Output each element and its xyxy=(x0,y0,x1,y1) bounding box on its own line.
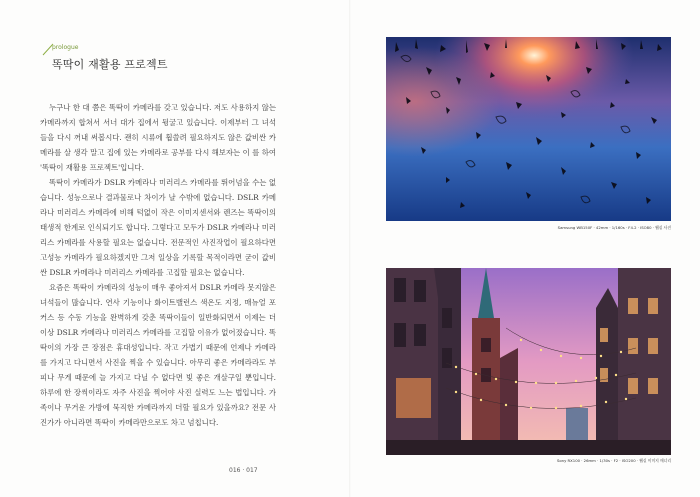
paragraph: 똑딱이 카메라가 DSLR 카메라나 미러리스 카메라를 뛰어넘을 수는 없습니다. 성능으로나 결과물로나 차이가 날 수밖에 없습니다. DSLR 카메라나 미러리스 카메라에 비해 턱없이 작은 이미지센서와 렌즈는 똑딱이의 태생적 한계로 인식되기도 합니다. 그렇다고 모두가 DSLR 카메라나 미러리스 카메라를 사용할 필요는 없습니다. 전문적인 사진작업이 필요하다면 고성능 카메라가 필요하겠지만 그저 일상을 기록할 목적이라면 굳이 값비싼 DSLR 카메라나 미러리스 카메라를 고집할 필요는 없습니다. xyxy=(40,178,276,277)
section-label: prologue xyxy=(52,44,79,51)
photo-sunset-reflection xyxy=(386,37,671,221)
page-title: 똑딱이 재활용 프로젝트 xyxy=(52,58,168,71)
paragraph: 요즘은 똑딱이 카메라의 성능이 매우 좋아져서 DSLR 카메라 못지않은 녀석들이 많습니다. 연사 기능이나 화이트밸런스 색온도 지정, 매뉴얼 포커스 등 수동 기능을 완벽하게 갖춘 똑딱이들이 일반화되면서 이제는 더 이상 DSLR 카메라나 미러리스 카메라를 고집할 이유가 없어졌습니다. 똑딱이의 가장 큰 장점은 휴대성입니다. 작고 가볍기 때문에 언제나 카메라를 가지고 다니면서 사진을 찍을 수 있습니다. 아무리 좋은 카메라라도 부피나 무게 때문에 늘 가지고 다닐 수 없다면 빛 좋은 개살구일 뿐입니다. 하루에 한 장씩이라도 자주 사진을 찍어야 사진 실력도 느는 법입니다. 가족이나 무거운 가방에 묵직한 카메라까지 더할 필요가 있을까요? 전문 사진가가 아니라면 똑딱이 카메라만으로도 차고 넘칩니다. xyxy=(40,283,276,427)
page-gutter xyxy=(349,0,351,497)
photo-caption: Samsung WB150F · 42mm · 1/160s · F4.2 · ISO80 · 웹실 사진 xyxy=(557,225,671,230)
body-text xyxy=(40,100,276,430)
photo-street-dusk xyxy=(386,268,671,455)
photo-caption: Sony RX100 · 26mm · 1/30s · F2 · ISO200 · 웹실 이미지 매너리 xyxy=(556,458,671,463)
page-number: 016 · 017 xyxy=(229,467,258,474)
paragraph: 누구나 한 대 쯤은 똑딱이 카메라를 갖고 있습니다. 저도 사용하지 않는 카메라까지 합쳐서 서너 대가 집에서 뒹굴고 있습니다. 이제부터 그 녀석들을 다시 꺼내 써봅시다. 괜히 시류에 휩쓸려 필요하지도 않은 값비싼 카메라를 살 생각 말고 집에 있는 카메라로 공부를 다시 해보자는 이 를 하여 '똑딱이 재활용 프로젝트'입니다. xyxy=(40,103,276,172)
